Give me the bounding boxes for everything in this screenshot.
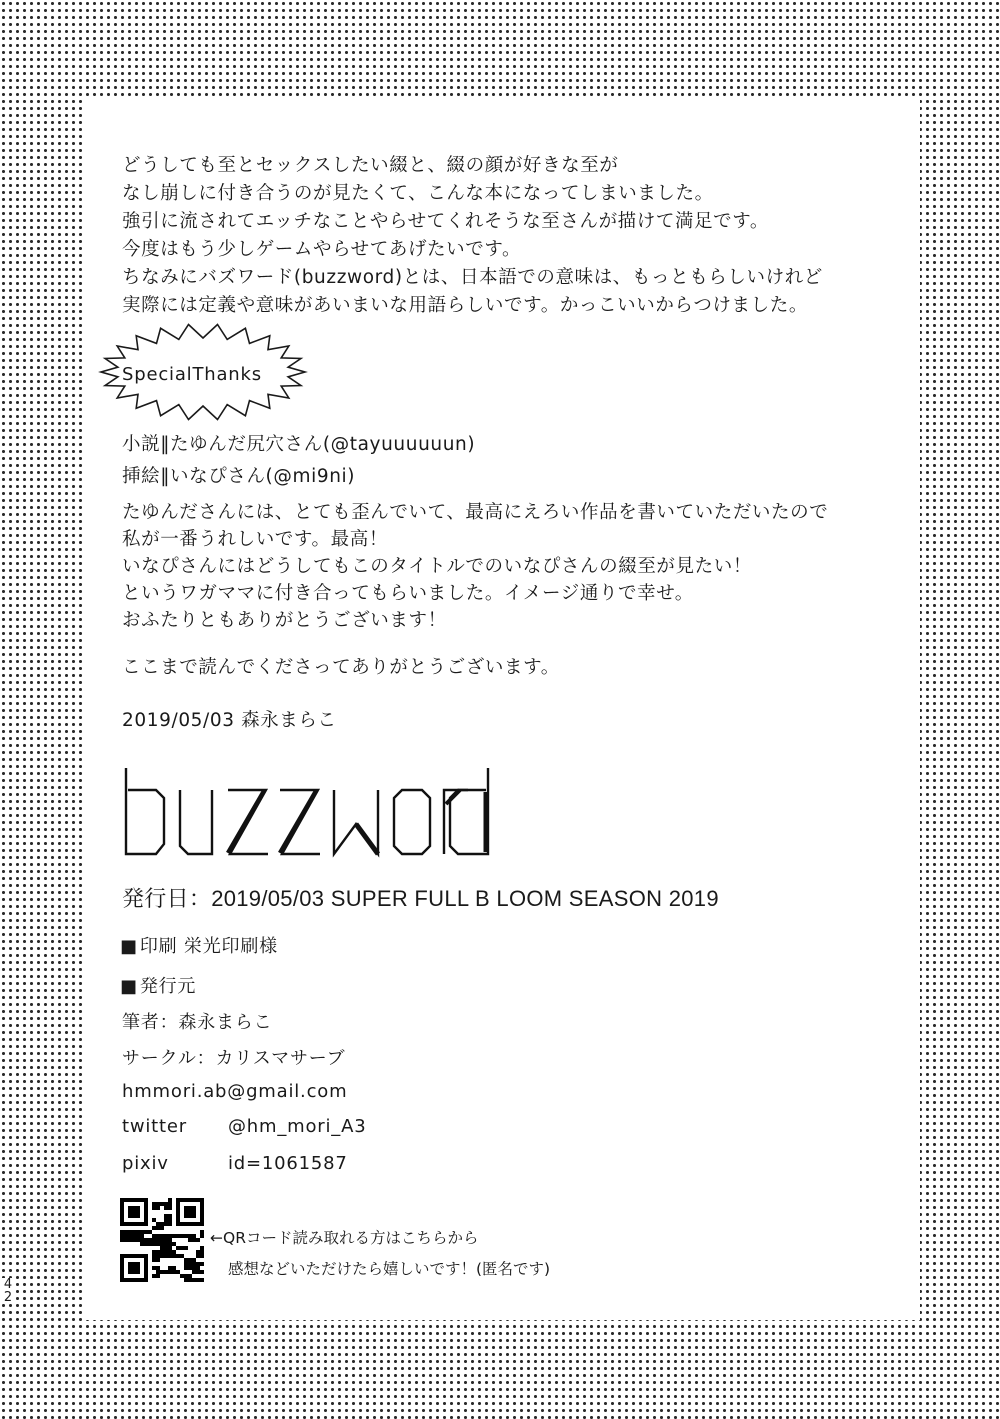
print-info <box>120 932 278 958</box>
thanks-message-line: おふたりともありがとうございます！ <box>122 610 447 631</box>
author-line: 筆者：森永まらこ <box>122 1012 273 1033</box>
credit-illustration: 挿絵‖いなぴさん(@mi9ni) <box>122 466 356 487</box>
thanks-message-line: いなぴさんにはどうしてもこのタイトルでのいなぴさんの綴至が見たい！ <box>122 556 752 577</box>
intro-line: 今度はもう少しゲームやらせてあげたいです。 <box>122 239 522 260</box>
page-number-text: 42 <box>3 1277 13 1305</box>
intro-line: ちなみにバズワード(buzzword)とは、日本語での意味は、もっともらしいけれど <box>122 267 823 288</box>
credit-novel: 小説‖たゆんだ尻穴さん(@tayuuuuuun) <box>122 434 476 455</box>
publisher-label: 発行元 <box>139 976 197 997</box>
email-address[interactable]: hmmori.ab@gmail.com <box>122 1081 348 1102</box>
publisher-info <box>120 972 196 998</box>
qr-note: ←QRコード読み取れる方はこちらから <box>210 1229 479 1247</box>
print-label: 印刷 栄光印刷様 <box>139 936 278 957</box>
twitter-handle[interactable]: @hm_mori_A3 <box>228 1116 367 1137</box>
intro-line: なし崩しに付き合うのが見たくて、こんな本になってしまいました。 <box>122 183 714 204</box>
page-number <box>2 1278 14 1304</box>
colophon-line: 発行日：2019/05/03 SUPER FULL B LOOM SEASON 2019 <box>122 886 719 911</box>
qr-note-feedback: 感想などいただけたら嬉しいです！(匿名です) <box>228 1260 551 1278</box>
qr-code-icon[interactable] <box>120 1198 204 1282</box>
special-thanks-label: SpecialThanks <box>122 364 262 385</box>
intro-line: 実際には定義や意味があいまいな用語らしいです。かっこいいからつけました。 <box>122 295 808 316</box>
content-panel <box>82 100 920 1320</box>
pixiv-id[interactable]: id=1061587 <box>228 1153 348 1174</box>
date-author: 2019/05/03 森永まらこ <box>122 710 337 731</box>
pixiv-label: pixiv <box>122 1153 169 1174</box>
thanks-message-line: たゆんださんには、とても歪んでいて、最高にえろい作品を書いていただいたので <box>122 502 829 523</box>
intro-line: 強引に流されてエッチなことやらせてくれそうな至さんが描けて満足です。 <box>122 211 769 232</box>
thanks-message-line: というワガママに付き合ってもらいました。イメージ通りで幸せ。 <box>122 583 694 604</box>
thanks-message-line: 私が一番うれしいです。最高！ <box>122 529 388 550</box>
twitter-label: twitter <box>122 1116 187 1137</box>
intro-line: どうしても至とセックスしたい綴と、綴の顔が好きな至が <box>122 155 619 176</box>
buzzword-logo <box>120 764 490 864</box>
circle-line: サークル：カリスマサーブ <box>122 1048 346 1069</box>
closing-message: ここまで読んでくださってありがとうございます。 <box>122 657 560 678</box>
